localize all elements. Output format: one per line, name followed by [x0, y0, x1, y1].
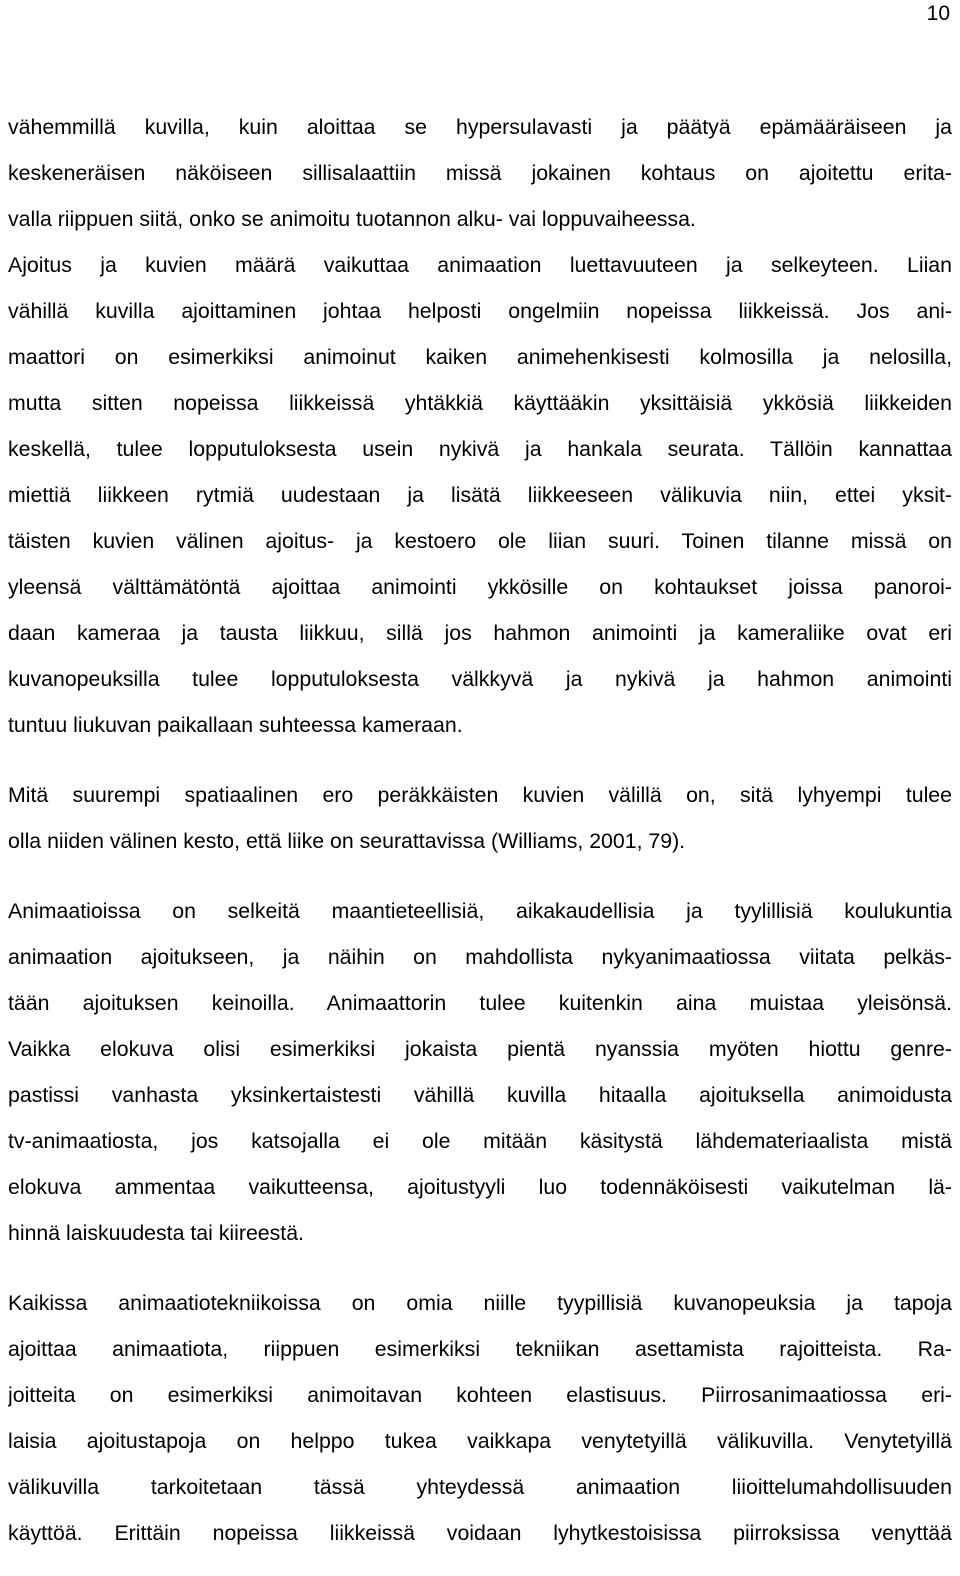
text-line: kuvanopeuksilla tulee lopputuloksesta välkkyvä ja nykivä ja hahmon animointi [8, 667, 952, 691]
text-line: animaation ajoitukseen, ja näihin on mahdollista nykyanimaatiossa viitata pelkäs- [8, 945, 952, 969]
text-line: hinnä laiskuudesta tai kiireestä. [8, 1221, 304, 1245]
text-line: Mitä suurempi spatiaalinen ero peräkkäisten kuvien välillä on, sitä lyhyempi tulee [8, 783, 952, 807]
text-line: ajoittaa animaatiota, riippuen esimerkiksi tekniikan asettamista rajoitteista. Ra- [8, 1337, 952, 1361]
text-line: maattori on esimerkiksi animoinut kaiken animehenkisesti kolmosilla ja nelosilla, [8, 345, 952, 369]
text-line: Animaatioissa on selkeitä maantieteellisiä, aikakaudellisia ja tyylillisiä koulukuntia [8, 899, 952, 923]
text-line: mutta sitten nopeissa liikkeissä yhtäkkiä käyttääkin yksittäisiä ykkösiä liikkeiden [8, 391, 952, 415]
text-line: miettiä liikkeen rytmiä uudestaan ja lisätä liikkeeseen välikuvia niin, ettei yksit- [8, 483, 952, 507]
text-line: yleensä välttämätöntä ajoittaa animointi ykkösille on kohtaukset joissa panoroi- [8, 575, 952, 599]
text-line: tuntuu liukuvan paikallaan suhteessa kameraan. [8, 713, 463, 737]
paragraph-spacer [8, 1256, 952, 1280]
text-line: valla riippuen siitä, onko se animoitu tuotannon alku- vai loppuvaiheessa. [8, 207, 696, 231]
text-line: pastissi vanhasta yksinkertaistesti vähillä kuvilla hitaalla ajoituksella animoidusta [8, 1083, 952, 1107]
text-line: elokuva ammentaa vaikutteensa, ajoitustyyli luo todennäköisesti vaikutelman lä- [8, 1175, 952, 1199]
text-line: joitteita on esimerkiksi animoitavan kohteen elastisuus. Piirrosanimaatiossa eri- [8, 1383, 952, 1407]
text-line: vähemmillä kuvilla, kuin aloittaa se hypersulavasti ja päätyä epämääräiseen ja [8, 115, 952, 139]
paragraph-spacer [8, 748, 952, 772]
text-line: Vaikka elokuva olisi esimerkiksi jokaista pientä nyanssia myöten hiottu genre- [8, 1037, 952, 1061]
paragraph-spacer [8, 864, 952, 888]
text-line: laisia ajoitustapoja on helppo tukea vaikkapa venytetyillä välikuvilla. Venytetyillä [8, 1429, 952, 1453]
text-line: käyttöä. Erittäin nopeissa liikkeissä voidaan lyhytkestoisissa piirroksissa venyttää [8, 1521, 952, 1545]
text-line: keskellä, tulee lopputuloksesta usein nykivä ja hankala seurata. Tällöin kannattaa [8, 437, 952, 461]
document-body [8, 104, 952, 1556]
page-number: 10 [926, 2, 950, 25]
paragraph-3 [8, 888, 952, 1256]
text-line: vähillä kuvilla ajoittaminen johtaa helposti ongelmiin nopeissa liikkeissä. Jos ani- [8, 299, 952, 323]
text-line: Ajoitus ja kuvien määrä vaikuttaa animaation luettavuuteen ja selkeyteen. Liian [8, 253, 952, 277]
text-line: keskeneräisen näköiseen sillisalaattiin missä jokainen kohtaus on ajoitettu erita- [8, 161, 952, 185]
text-line: olla niiden välinen kesto, että liike on seurattavissa (Williams, 2001, 79). [8, 829, 686, 853]
text-line: tv-animaatiosta, jos katsojalla ei ole mitään käsitystä lähdemateriaalista mistä [8, 1129, 952, 1153]
paragraph-4 [8, 1280, 952, 1556]
text-line: tään ajoituksen keinoilla. Animaattorin tulee kuitenkin aina muistaa yleisönsä. [8, 991, 952, 1015]
text-line: daan kameraa ja tausta liikkuu, sillä jos hahmon animointi ja kameraliike ovat eri [8, 621, 952, 645]
text-line: täisten kuvien välinen ajoitus- ja kestoero ole liian suuri. Toinen tilanne missä on [8, 529, 952, 553]
paragraph-2 [8, 772, 952, 864]
paragraph-1 [8, 104, 952, 748]
text-line: välikuvilla tarkoitetaan tässä yhteydessä animaation liioittelumahdollisuuden [8, 1475, 952, 1499]
text-line: Kaikissa animaatiotekniikoissa on omia niille tyypillisiä kuvanopeuksia ja tapoja [8, 1291, 952, 1315]
